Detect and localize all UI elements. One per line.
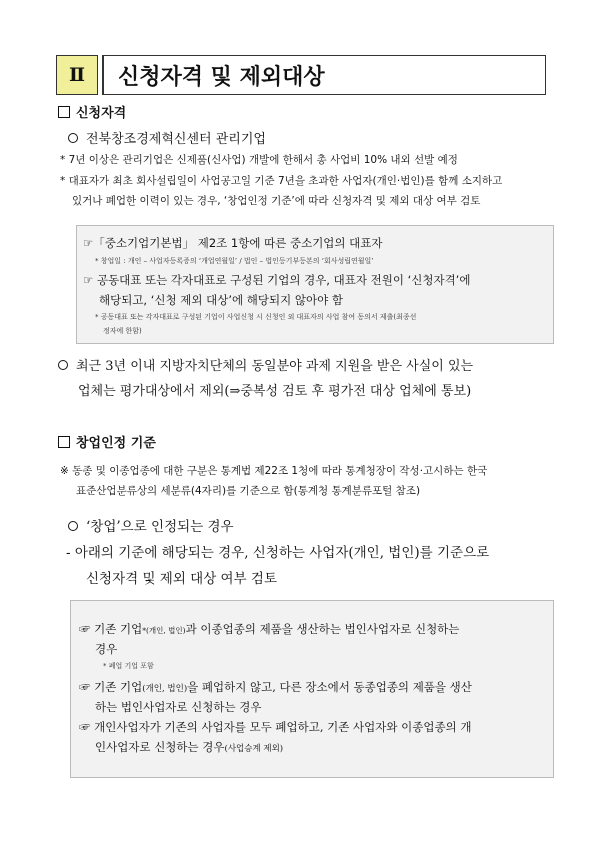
box2-line-3: ☞ 개인사업자가 기존의 사업자를 모두 폐업하고, 기존 사업자와 이종업종의 개 <box>79 720 472 734</box>
circle-bullet-icon <box>68 521 78 531</box>
startup-item-1-text: ‘창업’으로 인정되는 경우 <box>86 519 234 535</box>
eligibility-item-1 <box>68 128 266 147</box>
box2-tiny-1: * 폐업 기업 포함 <box>103 662 154 670</box>
section-number: Ⅱ <box>56 55 98 95</box>
startup-heading <box>58 432 156 451</box>
eligibility-heading <box>58 102 126 121</box>
box1-line-1: ☞「중소기업기본법」 제2조 1항에 따른 중소기업의 대표자 <box>83 236 383 250</box>
box2-line-2b: 을 폐업하지 않고, 다른 장소에서 동종업종의 제품을 생산 <box>187 680 472 694</box>
box1-tiny-2: * 공동대표 또는 각자대표로 구성된 기업이 사업신청 시 신청인 외 대표자의 사업 참여 동의서 제출(최종선 <box>95 313 417 321</box>
box2-line-1c: 경우 <box>95 642 118 656</box>
box2-line-2-small: (개인, 법인) <box>142 684 188 694</box>
eligibility-item-2-line-2: 업체는 평가대상에서 제외(⇒중복성 검토 후 평가전 대상 업체에 통보) <box>78 384 472 399</box>
eligibility-note-1: * 7년 이상은 관리기업은 신제품(신사업) 개발에 한해서 총 사업비 10% 내외 선발 예정 <box>60 154 458 166</box>
box2-line-1a: ☞ 기존 기업 <box>79 622 143 636</box>
startup-note-1: ※ 동종 및 이종업종에 대한 구분은 통계법 제22조 1청에 따라 통계청장이 작성·고시하는 한국 <box>60 465 488 477</box>
box1-line-2: ☞ 공동대표 또는 각자대표로 구성된 기업의 경우, 대표자 전원이 ‘신청자격’에 <box>83 273 471 287</box>
eligibility-note-3: 있거나 폐업한 이력이 있는 경우, ‘창업인정 기준’에 따라 신청자격 및 제외 대상 여부 검토 <box>72 195 481 207</box>
startup-heading-text: 창업인정 기준 <box>76 436 156 451</box>
circle-bullet-icon <box>58 360 68 370</box>
box1-line-3: 해당되고, ‘신청 제외 대상’에 해당되지 않아야 함 <box>99 293 343 307</box>
box2-line-2 <box>79 679 472 695</box>
circle-bullet-icon <box>68 133 78 143</box>
box2-line-1-small: *(개인, 법인) <box>142 626 186 635</box>
eligibility-item-2 <box>58 354 473 380</box>
startup-dash-line-1: - 아래의 기준에 해당되는 경우, 신청하는 사업자(개인, 법인)를 기준으로 <box>66 545 490 561</box>
box2-line-1 <box>79 621 459 637</box>
box2-line-2c: 하는 법인사업자로 신청하는 경우 <box>95 700 262 714</box>
box2-line-3-small: (사업승계 제외) <box>224 744 284 754</box>
eligibility-heading-text: 신청자격 <box>76 106 127 121</box>
eligibility-item-2-line-1: 최근 3년 이내 지방자치단체의 동일분야 과제 지원을 받은 사실이 있는 <box>76 359 474 374</box>
eligibility-info-box <box>76 225 554 344</box>
box1-tiny-3: 정자에 한함) <box>103 327 142 335</box>
startup-info-box <box>70 600 554 778</box>
section-title: 신청자격 및 제외대상 <box>102 55 546 95</box>
square-bullet-icon <box>58 436 70 448</box>
box2-line-3b <box>95 739 283 755</box>
box2-line-1b: 과 이종업종의 제품을 생산하는 법인사업자로 신청하는 <box>185 622 460 636</box>
section-header <box>56 55 546 95</box>
box2-line-2a: ☞ 기존 기업 <box>79 680 143 694</box>
box2-line-3b-text: 인사업자로 신청하는 경우 <box>95 740 225 754</box>
square-bullet-icon <box>58 106 70 118</box>
startup-note-2: 표준산업분류상의 세분류(4자리)를 기준으로 함(통계청 통계분류포털 참조) <box>76 485 421 497</box>
startup-item-1 <box>68 515 234 540</box>
startup-dash-line-2: 신청자격 및 제외 대상 여부 검토 <box>86 571 277 587</box>
eligibility-note-2: * 대표자가 최초 회사설립일이 사업공고일 기준 7년을 초과한 사업자(개인·법인)를 함께 소지하고 <box>60 175 503 187</box>
box1-tiny-1: * 창업일 : 개인 – 사업자등록증의 ‘개업연월일’ / 법인 – 법인등기부등본의 ‘회사성립연월일’ <box>95 257 374 265</box>
eligibility-item-1-text: 전북창조경제혁신센터 관리기업 <box>86 132 266 147</box>
